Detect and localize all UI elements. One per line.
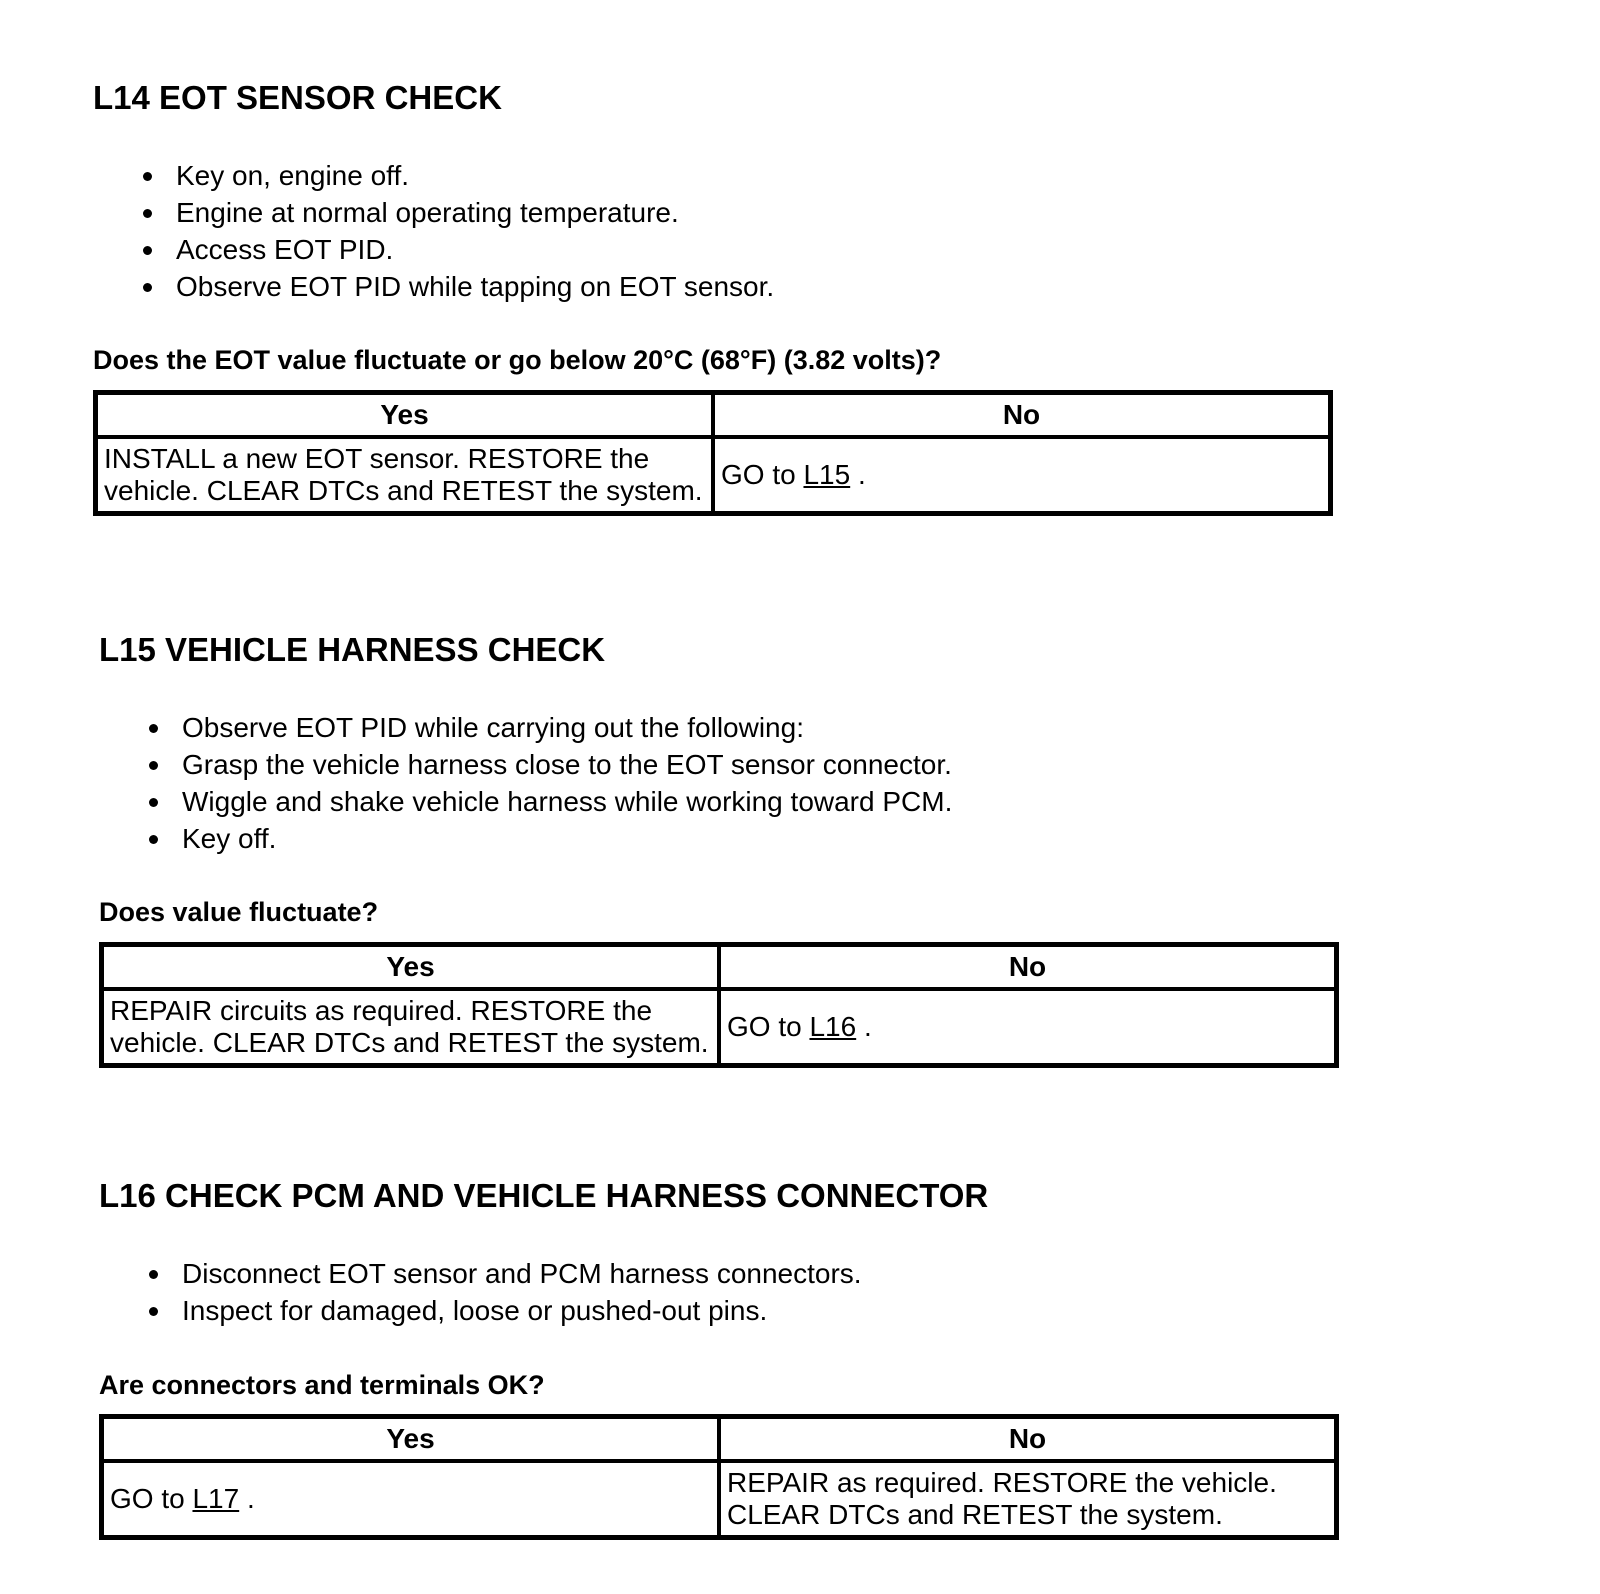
step-list (143, 157, 774, 305)
no-header: No (713, 393, 1331, 438)
question-text: Are connectors and terminals OK? (99, 1370, 545, 1400)
section-title: L14 EOT SENSOR CHECK (93, 79, 502, 116)
section-title: L16 CHECK PCM AND VEHICLE HARNESS CONNECTOR (99, 1177, 989, 1214)
yes-action-line: vehicle. CLEAR DTCs and RETEST the system. (104, 475, 703, 506)
step-item: Grasp the vehicle harness close to the EOT sensor connector. (149, 746, 952, 783)
no-cell (719, 989, 1337, 1066)
go-to-suffix: . (239, 1483, 255, 1514)
step-item: Access EOT PID. (143, 231, 774, 268)
no-cell (713, 437, 1331, 514)
yes-cell (102, 1461, 720, 1538)
go-to-text: GO to (727, 1011, 810, 1042)
step-item: Key on, engine off. (143, 157, 774, 194)
result-table (99, 942, 1339, 1068)
no-header: No (719, 945, 1337, 990)
link-l17[interactable]: L17 (192, 1483, 240, 1514)
go-to-suffix: . (856, 1011, 872, 1042)
no-cell (719, 1461, 1337, 1538)
no-header: No (719, 1417, 1337, 1462)
go-to-text: GO to (721, 459, 804, 490)
section-l16 (99, 1176, 1339, 1566)
yes-cell (102, 989, 720, 1066)
step-list (149, 1255, 862, 1329)
result-table (99, 1414, 1339, 1540)
go-to-text: GO to (110, 1483, 193, 1514)
no-action-line: CLEAR DTCs and RETEST the system. (727, 1499, 1223, 1530)
step-item: Disconnect EOT sensor and PCM harness connectors. (149, 1255, 862, 1292)
step-item: Observe EOT PID while carrying out the following: (149, 709, 952, 746)
result-table (93, 390, 1333, 516)
yes-action-line: vehicle. CLEAR DTCs and RETEST the system. (110, 1027, 709, 1058)
question-text: Does the EOT value fluctuate or go below 20°C (68°F) (3.82 volts)? (93, 345, 942, 375)
step-item: Observe EOT PID while tapping on EOT sensor. (143, 268, 774, 305)
question-text: Does value fluctuate? (99, 897, 379, 927)
no-action-line: REPAIR as required. RESTORE the vehicle. (727, 1467, 1277, 1498)
step-item: Key off. (149, 820, 952, 857)
section-title: L15 VEHICLE HARNESS CHECK (99, 631, 606, 668)
step-list (149, 709, 952, 857)
yes-header: Yes (96, 393, 714, 438)
yes-header: Yes (102, 945, 720, 990)
step-item: Wiggle and shake vehicle harness while working toward PCM. (149, 783, 952, 820)
section-l15 (99, 630, 1339, 1085)
section-l14 (93, 78, 1333, 533)
step-item: Inspect for damaged, loose or pushed-out pins. (149, 1292, 862, 1329)
yes-header: Yes (102, 1417, 720, 1462)
link-l16[interactable]: L16 (809, 1011, 857, 1042)
yes-action-line: REPAIR circuits as required. RESTORE the (110, 995, 653, 1026)
yes-action-line: INSTALL a new EOT sensor. RESTORE the (104, 443, 650, 474)
step-item: Engine at normal operating temperature. (143, 194, 774, 231)
go-to-suffix: . (850, 459, 866, 490)
link-l15[interactable]: L15 (803, 459, 851, 490)
yes-cell (96, 437, 714, 514)
